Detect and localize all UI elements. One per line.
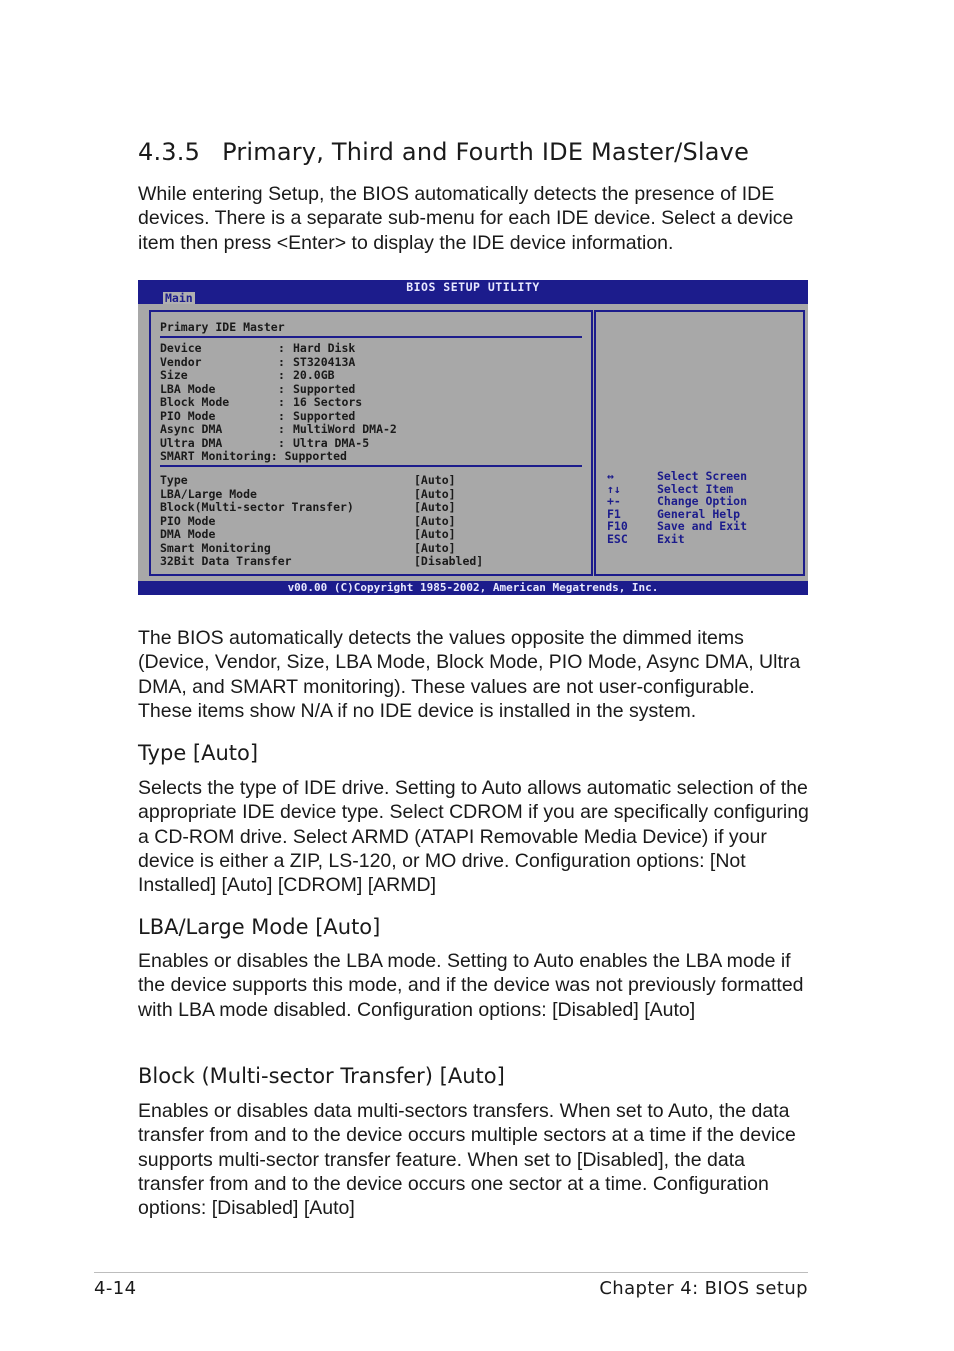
intro-paragraph: While entering Setup, the BIOS automatically detects the presence of IDE devices. There is a separate sub-menu for each IDE device. Select a device item then press <Enter> to display the IDE device information. bbox=[138, 183, 794, 254]
page-number: 4-14 bbox=[94, 1278, 137, 1299]
bios-help-panel bbox=[594, 310, 805, 576]
lba-heading: LBA/Large Mode [Auto] bbox=[138, 915, 381, 939]
bios-config-smart-monitoring[interactable]: Smart Monitoring [Auto] bbox=[160, 540, 456, 555]
bios-key-legend bbox=[607, 470, 747, 545]
bios-info-row: Async DMA : MultiWord DMA-2 bbox=[160, 422, 397, 436]
bios-info-row: Vendor : ST320413A bbox=[160, 354, 356, 369]
bios-panel-title: Primary IDE Master bbox=[160, 320, 285, 334]
bios-config-lba-mode[interactable]: LBA/Large Mode [Auto] bbox=[160, 486, 456, 501]
bios-screenshot bbox=[138, 280, 808, 595]
bios-info-row: Device : Hard Disk bbox=[160, 341, 356, 355]
bios-config-dma-mode[interactable]: DMA Mode [Auto] bbox=[160, 527, 456, 541]
bios-info-list bbox=[160, 342, 397, 464]
bios-divider bbox=[160, 465, 582, 467]
section-title-text: Primary, Third and Fourth IDE Master/Slave bbox=[222, 138, 750, 166]
bios-info-row: PIO Mode : Supported bbox=[160, 408, 356, 423]
bios-config-list bbox=[160, 474, 483, 569]
up-down-arrow-icon: ↑↓ bbox=[607, 481, 621, 496]
bios-info-row: Size : 20.0GB bbox=[160, 368, 335, 382]
bios-divider bbox=[160, 336, 582, 338]
key-legend-row: +- Change Option bbox=[607, 494, 748, 508]
block-description: Enables or disables data multi-sectors transfers. When set to Auto, the data transfer from and to the device occurs multiple sectors at a time if the device supports multi-sector transfer feature. When set to [Disabled], the data transfer from and to the device occurs one sector at a time. Configuration options: [Disabled] [Auto] bbox=[138, 1100, 796, 1220]
section-title bbox=[138, 138, 749, 166]
bios-settings-panel bbox=[149, 310, 593, 576]
bios-config-pio-mode[interactable]: PIO Mode [Auto] bbox=[160, 513, 456, 528]
type-heading: Type [Auto] bbox=[138, 741, 259, 765]
bios-config-type[interactable]: Type [Auto] bbox=[160, 473, 456, 487]
bios-tab-main[interactable]: Main bbox=[165, 291, 193, 305]
key-legend-row: ESC Exit bbox=[607, 531, 685, 546]
bios-info-row: Ultra DMA : Ultra DMA-5 bbox=[160, 435, 370, 450]
left-right-arrow-icon: ↔ bbox=[607, 469, 614, 483]
bios-info-row: LBA Mode : Supported bbox=[160, 381, 356, 396]
lba-description: Enables or disables the LBA mode. Setting to Auto enables the LBA mode if the device supports this mode, and if the device was not previously formatted with LBA mode disabled. Configuration options: [Disabled] [Auto] bbox=[138, 950, 804, 1021]
footer-divider bbox=[94, 1272, 808, 1273]
section-number: 4.3.5 bbox=[138, 138, 201, 166]
chapter-label: Chapter 4: BIOS setup bbox=[599, 1278, 808, 1299]
bios-config-block-mode[interactable]: Block(Multi-sector Transfer) [Auto] bbox=[160, 500, 456, 514]
block-heading: Block (Multi-sector Transfer) [Auto] bbox=[138, 1064, 505, 1088]
key-legend-row: ↔ Select Screen bbox=[607, 469, 748, 483]
bios-smart-row: SMART Monitoring: Supported bbox=[160, 449, 347, 463]
type-description: Selects the type of IDE drive. Setting to Auto allows automatic selection of the appropriate IDE device type. Select CDROM if you are specifically configuring a CD-ROM drive. Select ARMD (ATAPI Removable Media Device) if your device is either a ZIP, LS-120, or MO drive. Configuration options: [Not Installed] [Auto] [CDROM] [ARMD] bbox=[138, 777, 809, 897]
bios-copyright-bar: v00.00 (C)Copyright 1985-2002, American Megatrends, Inc. bbox=[138, 581, 808, 595]
key-legend-row: F1 General Help bbox=[607, 506, 741, 521]
bios-title-bar bbox=[138, 280, 808, 304]
key-legend-row: F10 Save and Exit bbox=[607, 519, 748, 533]
bios-title: BIOS SETUP UTILITY bbox=[406, 280, 540, 294]
dimmed-items-paragraph: The BIOS automatically detects the values opposite the dimmed items (Device, Vendor, Size, LBA Mode, Block Mode, PIO Mode, Async DMA, Ultra DMA, and SMART monitoring). These values are not user-configurable. These items show N/A if no IDE device is installed in the system. bbox=[138, 627, 801, 722]
key-legend-row: ↑↓ Select Item bbox=[607, 481, 734, 496]
bios-config-32bit-transfer[interactable]: 32Bit Data Transfer [Disabled] bbox=[160, 554, 484, 568]
bios-info-row: Block Mode : 16 Sectors bbox=[160, 395, 363, 409]
